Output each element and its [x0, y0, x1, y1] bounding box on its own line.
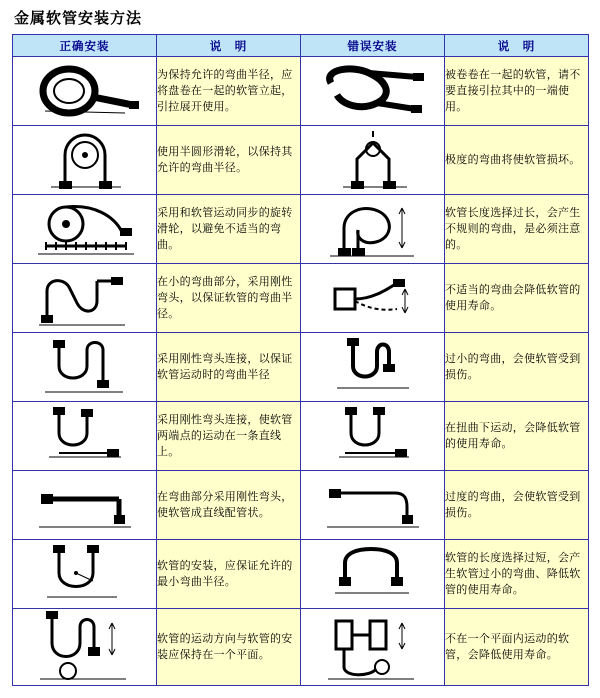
page-title: 金属软管安装方法	[14, 9, 143, 27]
wrong-description: 软管的长度选择过短，会产生软管过小的弯曲、降低软管的使用寿命。	[445, 540, 589, 609]
table-row	[13, 609, 589, 686]
correct-description: 软管的运动方向与软管的安装应保持在一个平面。	[157, 609, 301, 686]
table-row	[13, 333, 589, 402]
hose-installation-table	[12, 34, 589, 686]
rigid-elbow-straight-line-icon	[25, 405, 145, 467]
rotating-sheave-chain-icon	[22, 198, 148, 260]
wrong-description: 被卷卷在一起的软管，请不要直接引拉其中的一端使用。	[445, 57, 589, 126]
correct-figure-cell	[13, 540, 157, 609]
minimum-bend-radius-icon	[25, 543, 145, 605]
correct-description: 为保持允许的弯曲半径，应将盘卷在一起的软管立起，引拉展开使用。	[157, 57, 301, 126]
table-row	[13, 126, 589, 195]
wrong-description: 不适当的弯曲会降低软管的使用寿命。	[445, 264, 589, 333]
wrong-description: 极度的弯曲将使软管损坏。	[445, 126, 589, 195]
correct-description: 使用半圆形滑轮，以保持其允许的弯曲半径。	[157, 126, 301, 195]
wrong-figure-cell	[301, 540, 445, 609]
wrong-figure-cell	[301, 57, 445, 126]
table-row	[13, 402, 589, 471]
rigid-elbow-u-bend-icon	[25, 336, 145, 398]
table-body	[13, 57, 589, 686]
correct-figure-cell	[13, 333, 157, 402]
correct-figure-cell	[13, 402, 157, 471]
correct-figure-cell	[13, 264, 157, 333]
correct-figure-cell	[13, 126, 157, 195]
table-header	[13, 35, 589, 57]
header-wrong-description: 说 明	[445, 35, 589, 57]
wrong-figure-cell	[301, 126, 445, 195]
wrong-description: 软管长度选择过长，会产生不规则的弯曲，是必须注意的。	[445, 195, 589, 264]
correct-description: 在弯曲部分采用刚性弯头，使软管成直线配管状。	[157, 471, 301, 540]
semicircular-sheave-icon	[25, 129, 145, 191]
long-hose-irregular-bend-icon	[310, 198, 436, 260]
correct-description: 软管的安装，应保证允许的最小弯曲半径。	[157, 540, 301, 609]
improper-bend-icon	[313, 267, 433, 329]
correct-description: 采用刚性弯头连接，以保证软管运动时的弯曲半径	[157, 333, 301, 402]
wrong-figure-cell	[301, 264, 445, 333]
correct-description: 在小的弯曲部分，采用刚性弯头，以保证软管的弯曲半径。	[157, 264, 301, 333]
wrong-figure-cell	[301, 195, 445, 264]
coiled-hose-pulled-icon	[313, 61, 433, 121]
table-row	[13, 540, 589, 609]
correct-figure-cell	[13, 57, 157, 126]
same-plane-motion-icon	[22, 609, 148, 685]
wrong-figure-cell	[301, 402, 445, 471]
correct-description: 采用刚性弯头连接，使软管两端点的运动在一条直线上。	[157, 402, 301, 471]
wrong-description: 不在一个平面内运动的软管，会降低使用寿命。	[445, 609, 589, 686]
table-row	[13, 471, 589, 540]
table-row	[13, 264, 589, 333]
header-correct-description: 说 明	[157, 35, 301, 57]
excessive-bend-icon	[311, 477, 435, 533]
correct-figure-cell	[13, 471, 157, 540]
correct-description: 采用和软管运动同步的旋转滑轮，以避免不适当的弯曲。	[157, 195, 301, 264]
too-small-bend-icon	[313, 336, 433, 398]
wrong-description: 过度的弯曲，会使软管受到损伤。	[445, 471, 589, 540]
out-of-plane-motion-icon	[310, 609, 436, 685]
too-long-hose-icon	[313, 543, 433, 605]
wrong-figure-cell	[301, 609, 445, 686]
header-correct-install: 正确安装	[13, 35, 157, 57]
correct-figure-cell	[13, 609, 157, 686]
wrong-figure-cell	[301, 471, 445, 540]
correct-figure-cell	[13, 195, 157, 264]
coiled-hose-upright-icon	[25, 61, 145, 121]
wrong-figure-cell	[301, 333, 445, 402]
table-row	[13, 195, 589, 264]
table-row	[13, 57, 589, 126]
rigid-elbow-small-bend-icon	[25, 267, 145, 329]
header-row	[13, 35, 589, 57]
wrong-description: 在扭曲下运动，会降低软管的使用寿命。	[445, 402, 589, 471]
torsion-bend-icon	[313, 405, 433, 467]
sharp-bend-pulley-icon	[313, 129, 433, 191]
straight-pipe-elbow-icon	[23, 477, 147, 533]
header-wrong-install: 错误安装	[301, 35, 445, 57]
wrong-description: 过小的弯曲，会使软管受到损伤。	[445, 333, 589, 402]
